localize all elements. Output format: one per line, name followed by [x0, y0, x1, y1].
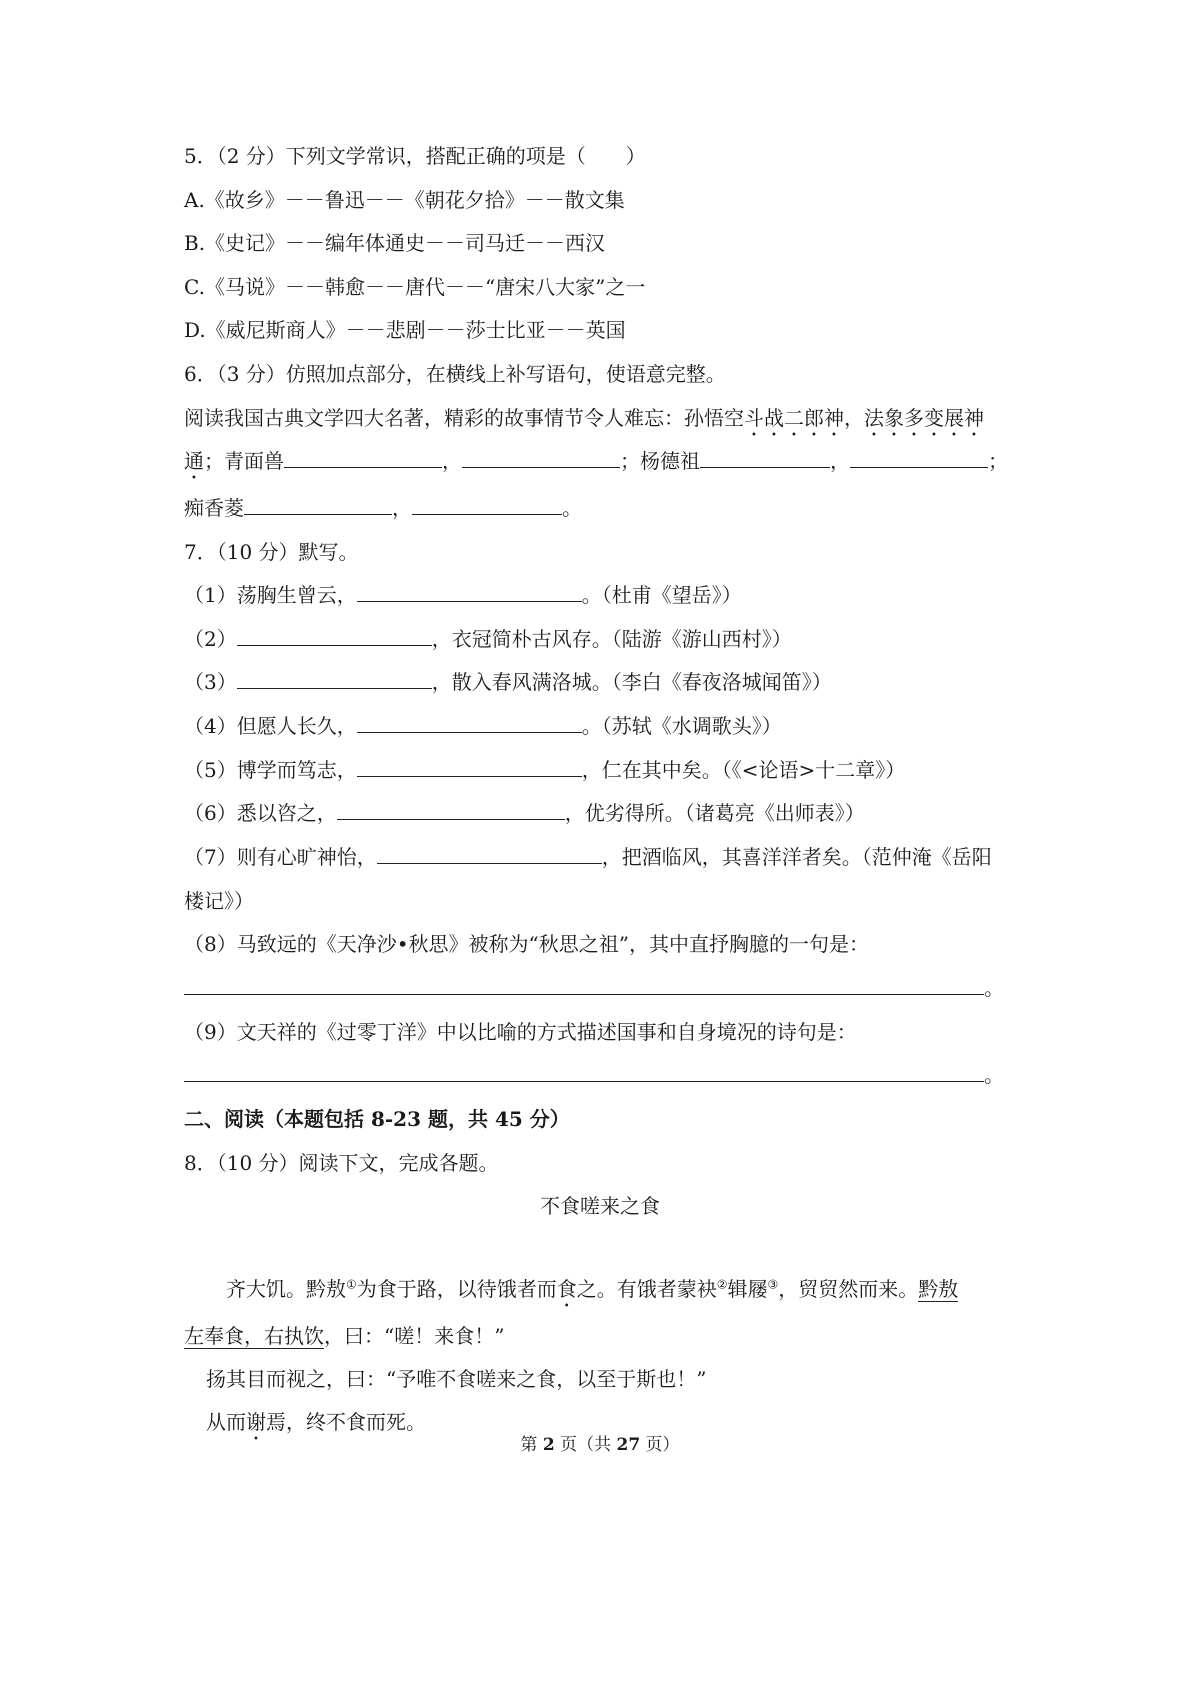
dotted-character: 谢	[246, 1410, 266, 1434]
q6-stem: 6．（3 分）仿照加点部分，在横线上补写语句，使语意完整。	[184, 362, 726, 386]
answer-blank[interactable]	[284, 447, 442, 468]
answer-blank[interactable]	[184, 974, 984, 995]
answer-blank[interactable]	[700, 447, 830, 468]
footnote-marker: ③	[767, 1277, 779, 1292]
heading-text: 题，共	[421, 1107, 495, 1131]
q7-text: ，把酒临风，其喜洋洋者矣。（范仲淹《岳阳	[601, 845, 992, 869]
q7-text: ，散入春风满洛城。（李白《春夜洛城闻笛》）	[431, 670, 832, 694]
answer-blank[interactable]	[357, 712, 582, 733]
q7-item-7	[184, 843, 992, 871]
underlined-text: 左奉食，右执饮	[184, 1324, 324, 1348]
answer-blank[interactable]	[377, 843, 602, 864]
answer-blank[interactable]	[357, 756, 582, 777]
passage-text: ，曰：“嗟！来食！”	[324, 1324, 505, 1348]
answer-blank[interactable]	[184, 1061, 984, 1082]
q5-option-b: B.《史记》－－编年体通史－－司马迁－－西汉	[184, 231, 606, 255]
q7-text: （5）博学而笃志，	[184, 758, 357, 782]
page-footer	[0, 1434, 1200, 1456]
answer-blank[interactable]	[357, 581, 582, 602]
q6-dotted-text: 通	[184, 449, 204, 473]
q7-text: （2）	[184, 627, 237, 651]
q7-item-1	[184, 581, 742, 609]
q7-item-6	[184, 799, 865, 827]
q7-text: （3）	[184, 670, 237, 694]
q7-item-9-answer	[184, 1061, 1004, 1089]
q7-item-2	[184, 625, 792, 653]
passage-text: 为食于路，以待饿者而	[356, 1277, 557, 1301]
answer-blank[interactable]	[244, 494, 392, 515]
q5-option-a: A.《故乡》－－鲁迅－－《朝花夕拾》－－散文集	[184, 188, 625, 212]
footnote-marker: ①	[346, 1277, 357, 1292]
heading-text: 分）	[522, 1107, 570, 1131]
passage-text: 从而	[206, 1410, 246, 1434]
passage-line-2	[184, 1322, 504, 1350]
section-heading	[184, 1105, 570, 1133]
q7-item-7-continued: 楼记》）	[184, 889, 254, 913]
q6-paragraph-line-2	[184, 447, 1008, 484]
q7-item-5	[184, 756, 905, 784]
q5-option-d: D.《威尼斯商人》－－悲剧－－莎士比亚－－英国	[184, 318, 626, 342]
passage-text: 焉，终不食而死。	[266, 1410, 426, 1434]
q7-text: ，衣冠简朴古风存。（陆游《游山西村》）	[431, 627, 792, 651]
q7-item-4	[184, 712, 782, 740]
answer-blank[interactable]	[237, 625, 432, 646]
q7-item-9: （9）文天祥的《过零丁洋》中以比喻的方式描述国事和自身境况的诗句是：	[184, 1020, 857, 1044]
heading-text: 45	[494, 1107, 523, 1131]
total-pages: 27	[616, 1435, 641, 1455]
q7-item-8: （8）马致远的《天净沙•秋思》被称为“秋思之祖”，其中直抒胸臆的一句是：	[184, 932, 869, 956]
q6-punct: ，	[830, 449, 850, 473]
q7-item-8-answer	[184, 974, 1004, 1002]
q7-punct: 。	[984, 976, 1004, 1000]
q6-punct: ；	[988, 449, 1008, 473]
q7-text: 。（苏轼《水调歌头》）	[581, 714, 782, 738]
q6-dotted-text: 斗战二郎神，法象多变展神	[744, 406, 984, 430]
q7-punct: 。	[984, 1063, 1004, 1087]
q7-text: ，仁在其中矣。（《<论语>十二章》）	[581, 758, 906, 782]
q5-stem: 5．（2 分）下列文学常识，搭配正确的项是（ ）	[184, 144, 646, 168]
underlined-text: 黔敖	[918, 1277, 959, 1301]
q6-text: ；青面兽	[204, 449, 284, 473]
footnote-marker: ②	[716, 1277, 728, 1292]
answer-blank[interactable]	[462, 447, 620, 468]
footer-text: 页）	[640, 1435, 680, 1455]
q6-punct: ，	[442, 449, 462, 473]
heading-text: 二、阅读（本题包括	[184, 1107, 371, 1131]
q7-text: （1）荡胸生曾云，	[184, 583, 357, 607]
answer-blank[interactable]	[412, 494, 562, 515]
answer-blank[interactable]	[337, 799, 565, 820]
heading-text: 8-23	[370, 1107, 422, 1131]
passage-text: ，贸贸然而来。	[778, 1277, 919, 1301]
q6-text: ；杨德祖	[620, 449, 700, 473]
page-number: 2	[542, 1435, 555, 1455]
q7-text: （7）则有心旷神怡，	[184, 845, 377, 869]
q7-stem: 7．（10 分）默写。	[184, 540, 359, 564]
q7-text: （6）悉以咨之，	[184, 801, 337, 825]
passage-text: 辑屦	[727, 1277, 768, 1301]
footer-text: 页（共	[554, 1435, 617, 1455]
q6-punct: 。	[562, 496, 582, 520]
q8-stem: 8．（10 分）阅读下文，完成各题。	[184, 1151, 499, 1175]
passage-title: 不食嗟来之食	[540, 1194, 660, 1218]
q6-text: 痴香菱	[184, 496, 244, 520]
answer-blank[interactable]	[850, 447, 988, 468]
q6-paragraph-line-3	[184, 494, 582, 522]
q6-punct: ，	[392, 496, 412, 520]
q5-option-c: C.《马说》－－韩愈－－唐代－－“唐宋八大家”之一	[184, 275, 646, 299]
q7-item-3	[184, 668, 832, 696]
dotted-character: 食	[556, 1277, 577, 1301]
passage-line-1	[226, 1275, 958, 1312]
passage-line-3: 扬其目而视之，曰：“予唯不食嗟来之食，以至于斯也！”	[206, 1367, 707, 1391]
passage-text: 齐大饥。黔敖	[226, 1277, 346, 1301]
q7-text: 。（杜甫《望岳》）	[581, 583, 742, 607]
q6-paragraph-line-1	[184, 404, 984, 441]
q7-text: （4）但愿人长久，	[184, 714, 357, 738]
passage-text: 之。有饿者蒙袂	[576, 1277, 717, 1301]
q6-text: 阅读我国古典文学四大名著，精彩的故事情节令人难忘：孙悟空	[184, 406, 744, 430]
q7-text: ，优劣得所。（诸葛亮《出师表》）	[564, 801, 865, 825]
answer-blank[interactable]	[237, 668, 432, 689]
footer-text: 第	[520, 1435, 543, 1455]
